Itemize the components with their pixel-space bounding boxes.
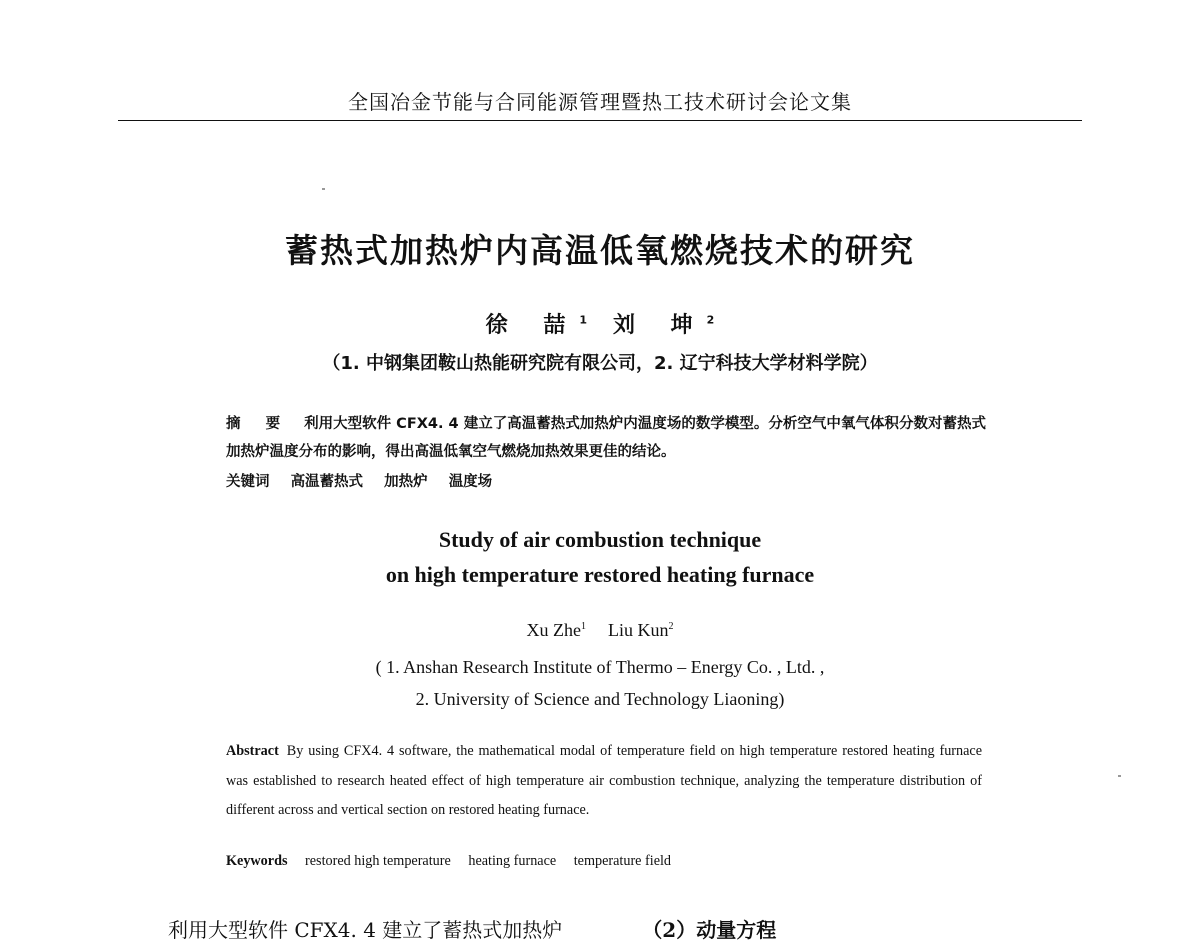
affiliation-en [0, 651, 1200, 715]
scan-speck [322, 188, 325, 190]
keyword-en-3: temperature field [573, 853, 672, 869]
paper-title-en-line1: Study of air combustion technique [438, 527, 762, 552]
authors-en [0, 620, 1200, 641]
affiliation-cn: （1. 中钢集团鞍山热能研究院有限公司，2. 辽宁科技大学材料学院） [322, 353, 878, 374]
authors-cn [0, 308, 1200, 339]
author-en-1-affil: 1 [580, 621, 586, 632]
abstract-en-text: By using CFX4. 4 software, the mathematical modal of temperature field on high temperature restored heating furnace was established to research heated effect of high temperature air combustion technique, analyzing the temperature distribution of different across and vertical section on restored heating furnace. [226, 743, 982, 818]
keyword-cn-3: 温度场 [448, 474, 493, 490]
running-header: 全国冶金节能与合同能源管理暨热工技术研讨会论文集 [348, 90, 852, 114]
abstract-cn-text: 利用大型软件 CFX4. 4 建立了高温蓄热式加热炉内温度场的数学模型。分析空气中氧气体积分数对蓄热式加热炉温度分布的影响，得出高温低氧空气燃烧加热效果更佳的结论。 [226, 416, 986, 460]
paper-title-en [0, 522, 1200, 592]
keyword-cn-1: 高温蓄热式 [290, 474, 364, 490]
abstract-cn [226, 410, 986, 466]
author-cn-1: 徐 喆 [485, 313, 580, 338]
keyword-en-1: restored high temperature [305, 853, 451, 869]
body-text-left: 利用大型软件 CFX4. 4 建立了蓄热式加热炉 [168, 918, 563, 942]
author-en-2: Liu Kun [607, 620, 669, 640]
keywords-en [226, 853, 685, 870]
keywords-en-label: Keywords [226, 853, 288, 869]
keywords-cn [226, 470, 508, 491]
affiliation-en-line1: ( 1. Anshan Research Institute of Thermo – Energy Co. , Ltd. , [375, 657, 825, 677]
author-en-1: Xu Zhe [526, 620, 581, 640]
author-cn-2-affil: 2 [706, 313, 715, 327]
author-cn-2: 刘 坤 [613, 313, 707, 338]
abstract-en-label: Abstract [226, 743, 279, 759]
abstract-en [226, 737, 982, 826]
header-rule [118, 120, 1082, 121]
paper-title-cn: 蓄热式加热炉内高温低氧燃烧技术的研究 [285, 231, 915, 270]
paper-title-en-line2: on high temperature restored heating furnace [385, 562, 815, 587]
author-en-2-affil: 2 [668, 621, 674, 632]
affiliation-en-line2: 2. University of Science and Technology Liaoning) [415, 689, 785, 709]
body-text-start [168, 914, 1068, 943]
keyword-en-2: heating furnace [468, 853, 557, 869]
scan-speck [1118, 775, 1121, 777]
keywords-cn-label: 关键词 [226, 474, 270, 490]
body-text-right: （2）动量方程 [642, 918, 777, 942]
abstract-cn-label: 摘 要 [226, 416, 291, 432]
keyword-cn-2: 加热炉 [384, 474, 428, 490]
author-cn-1-affil: 1 [579, 313, 587, 327]
